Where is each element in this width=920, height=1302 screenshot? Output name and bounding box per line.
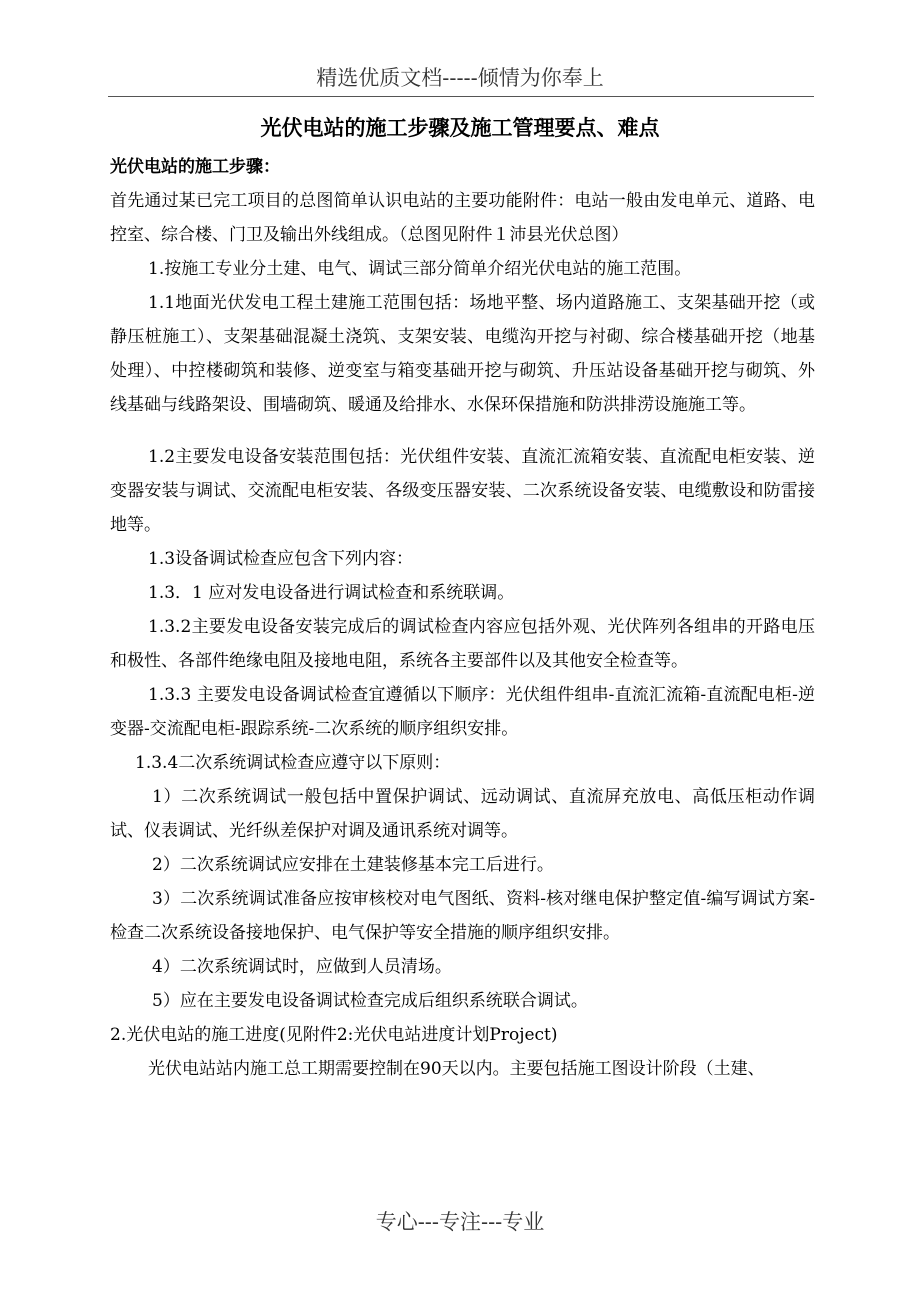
paragraph-2-body: 光伏电站站内施工总工期需要控制在90天以内。主要包括施工图设计阶段（土建、 [148,1059,765,1079]
paragraph-1-1: 1.1地面光伏发电工程土建施工范围包括：场地平整、场内道路施工、支架基础开挖（或静压桩施工）、支架基础混凝土浇筑、支架安装、电缆沟开挖与衬砌、综合楼基础开挖（地基处理）、中控楼砌筑和装修、逆变室与箱变基础开挖与砌筑、升压站设备基础开挖与砌筑、外线基础与线路架设、围墙砌筑、暖通及给排水、水保环保措施和防洪排涝设施施工等。 [110,293,815,415]
paragraph-1-3-2: 1.3.2主要发电设备安装完成后的调试检查内容应包括外观、光伏阵列各组串的开路电压和极性、各部件绝缘电阻及接地电阻，系统各主要部件以及其他安全检查等。 [110,617,815,671]
paragraph-1-3-1: 1.3．1 应对发电设备进行调试检查和系统联调。 [148,583,515,603]
paragraph-1-3: 1.3设备调试检查应包含下列内容： [148,549,414,569]
paragraph-2: 2.光伏电站的施工进度(见附件2:光伏电站进度计划Project) [110,1025,558,1045]
list-item-2: 2）二次系统调试应安排在土建装修基本完工后进行。 [152,855,554,875]
paragraph-1: 1.按施工专业分土建、电气、调试三部分简单介绍光伏电站的施工范围。 [148,259,692,279]
list-item-4: 4）二次系统调试时，应做到人员清场。 [152,957,452,977]
document-title: 光伏电站的施工步骤及施工管理要点、难点 [260,115,660,140]
list-item-5: 5）应在主要发电设备调试检查完成后组织系统联合调试。 [152,991,588,1011]
paragraph-1-3-3: 1.3.3 主要发电设备调试检查宜遵循以下顺序：光伏组件组串-直流汇流箱-直流配电柜-逆变器-交流配电柜-跟踪系统-二次系统的顺序组织安排。 [110,685,815,739]
paragraph-intro: 首先通过某已完工项目的总图简单认识电站的主要功能附件：电站一般由发电单元、道路、电控室、综合楼、门卫及输出外线组成。（总图见附件１沛县光伏总图） [110,191,815,245]
page-footer: 专心---专注---专业 [375,1210,545,1234]
list-item-3: 3）二次系统调试准备应按审核校对电气图纸、资料-核对继电保护整定值-编写调试方案-检查二次系统设备接地保护、电气保护等安全措施的顺序组织安排。 [110,889,815,943]
paragraph-1-3-4: 1.3.4二次系统调试检查应遵守以下原则： [135,753,451,773]
list-item-1: 1）二次系统调试一般包括中置保护调试、远动调试、直流屏充放电、高低压柜动作调试、仪表调试、光纤纵差保护对调及通讯系统对调等。 [110,787,815,841]
document-body [110,150,815,1086]
header-divider [108,96,814,97]
paragraph-1-2: 1.2主要发电设备安装范围包括：光伏组件安装、直流汇流箱安装、直流配电柜安装、逆变器安装与调试、交流配电柜安装、各级变压器安装、二次系统设备安装、电缆敷设和防雷接地等。 [110,447,815,535]
page-header: 精选优质文档-----倾情为你奉上 [316,66,604,90]
section-heading: 光伏电站的施工步骤： [110,157,280,177]
